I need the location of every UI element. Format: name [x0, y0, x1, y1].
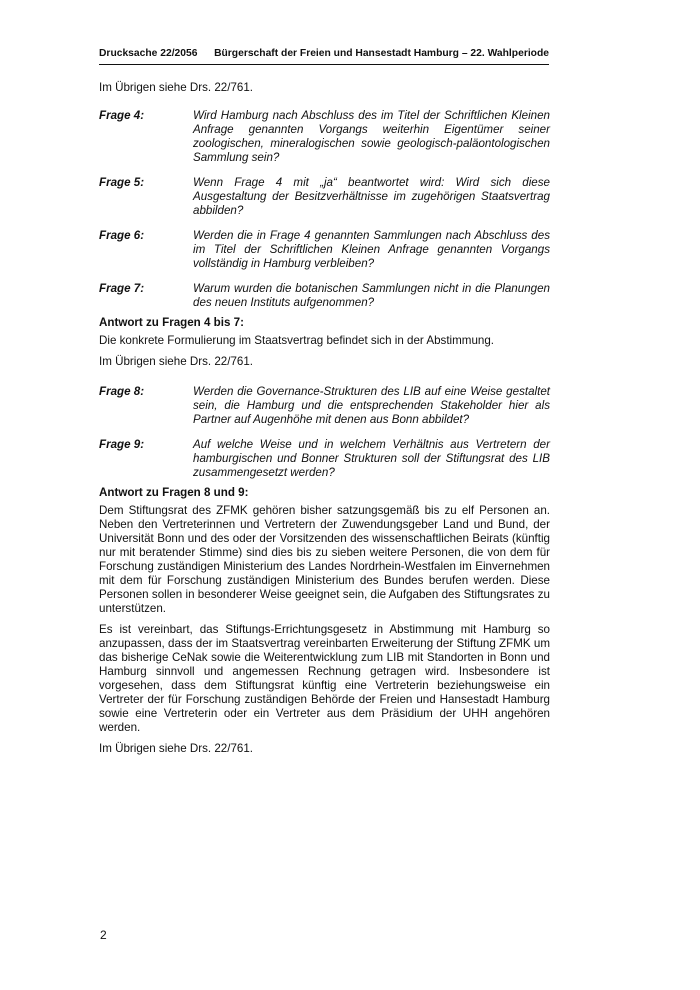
- question-7: [99, 282, 550, 310]
- question-6: [99, 229, 550, 271]
- question-9: [99, 438, 550, 480]
- question-label: Frage 9:: [99, 438, 145, 451]
- question-label: Frage 7:: [99, 282, 145, 295]
- answer-heading: Antwort zu Fragen 4 bis 7:: [99, 316, 244, 329]
- answer-heading: Antwort zu Fragen 8 und 9:: [99, 486, 249, 499]
- question-5: [99, 176, 550, 218]
- answer-paragraph: Dem Stiftungsrat des ZFMK gehören bisher satzungsgemäß bis zu elf Personen an. Neben den Vertreterinnen und Vertretern der Zuwendungsgeber Land und Bund, der Universität Bonn und des oder der Vorsitzenden des wissenschaftlichen Beirats (künftig nur mit beratender Stimme) sind dies bis zu sieben weitere Personen, die von dem für Forschung zuständigen Ministerium des Landes Nordrhein-Westfalen im Einvernehmen mit dem für Forschung zuständigen Ministerium des Bundes berufen werden. Diese Personen sollen in besonderer Weise geeignet sein, die Aufgaben des Stiftungsrates zu unterstützen.: [99, 504, 550, 615]
- question-label: Frage 5:: [99, 176, 145, 189]
- question-label: Frage 6:: [99, 229, 145, 242]
- page-number: 2: [100, 928, 107, 942]
- question-4: [99, 109, 550, 165]
- question-8: [99, 385, 550, 427]
- question-label: Frage 8:: [99, 385, 145, 398]
- parliament-title: Bürgerschaft der Freien und Hansestadt Hamburg – 22. Wahlperiode: [214, 48, 549, 59]
- answer-paragraph: Die konkrete Formulierung im Staatsvertrag befindet sich in der Abstimmung.: [99, 334, 495, 347]
- page-header: [99, 48, 549, 59]
- question-text: Werden die in Frage 4 genannten Sammlungen nach Abschluss des im Titel der Schriftlichen Kleinen Anfrage genannten Vorgangs vollständig in Hamburg verbleiben?: [193, 229, 550, 270]
- answer-paragraph: Es ist vereinbart, das Stiftungs-Errichtungsgesetz in Abstimmung mit Hamburg so anzupassen, dass der im Staatsvertrag vereinbarten Erweiterung der Stiftung ZFMK um das bisherige CeNak sowie die Weiterentwicklung zum LIB mit Standorten in Bonn und Hamburg sinnvoll und angemessen Rechnung getragen wird. Insbesondere ist vorgesehen, dass dem Stiftungsrat künftig eine Vertreterin beziehungsweise ein Vertreter der für Forschung zuständigen Behörde der Freien und Hansestadt Hamburg sowie eine Vertreterin oder ein Vertreter aus dem Präsidium der UHH angehören werden.: [99, 623, 550, 734]
- header-rule: [99, 64, 549, 65]
- answer-paragraph: Im Übrigen siehe Drs. 22/761.: [99, 742, 254, 755]
- question-label: Frage 4:: [99, 109, 145, 122]
- question-text: Auf welche Weise und in welchem Verhältnis aus Vertretern der hamburgischen und Bonner Strukturen soll der Stiftungsrat des LIB zusammengesetzt werden?: [193, 438, 550, 479]
- question-text: Wird Hamburg nach Abschluss des im Titel der Schriftlichen Kleinen Anfrage genannten Vorgangs weiterhin Eigentümer seiner zoologischen, mineralogischen sowie geologisch-paläontologischen Sammlung sein?: [193, 109, 550, 164]
- answer-paragraph: Im Übrigen siehe Drs. 22/761.: [99, 355, 254, 368]
- document-body: [99, 81, 550, 756]
- question-text: Warum wurden die botanischen Sammlungen nicht in die Planungen des neuen Instituts aufgenommen?: [193, 282, 550, 309]
- question-text: Wenn Frage 4 mit „ja“ beantwortet wird: Wird sich diese Ausgestaltung der Besitzverhältnisse im zugehörigen Staatsvertrag abbilden?: [193, 176, 550, 217]
- document-number: Drucksache 22/2056: [99, 48, 198, 59]
- intro-reference: Im Übrigen siehe Drs. 22/761.: [99, 81, 254, 94]
- question-text: Werden die Governance-Strukturen des LIB auf eine Weise gestaltet sein, die Hamburg und die entsprechenden Stakeholder hier als Partner auf Augenhöhe mit denen aus Bonn abbildet?: [193, 385, 550, 426]
